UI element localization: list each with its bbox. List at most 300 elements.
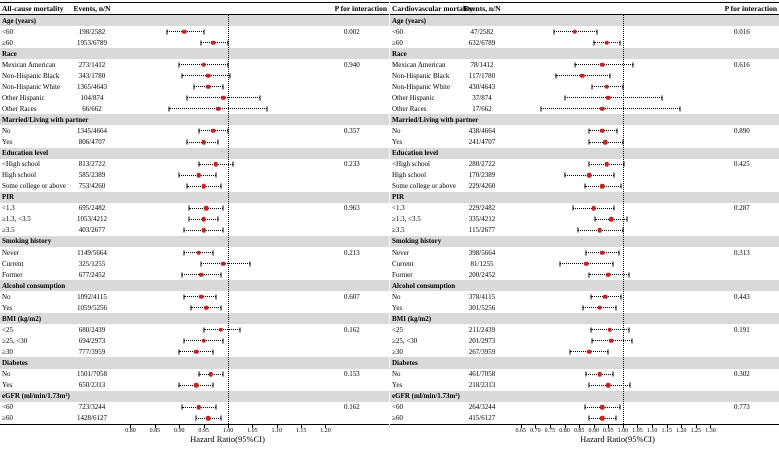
point-estimate-marker: [201, 140, 206, 145]
p-value: 0.002: [344, 27, 360, 36]
ci-cap-high: [266, 106, 267, 111]
events-value: 211/2439: [468, 325, 496, 334]
plot-area: [500, 26, 735, 37]
forest-row: [390, 37, 779, 48]
row-label: ≥60: [392, 414, 403, 423]
events-value: 677/2452: [78, 270, 106, 279]
ci-cap-low: [186, 140, 187, 145]
forest-row: [390, 225, 779, 236]
ci-cap-low: [201, 40, 202, 45]
events-value: 753/4260: [78, 182, 106, 191]
ci-cap-low: [590, 294, 591, 299]
forest-row: [0, 380, 389, 391]
row-label: Non-Hispanic White: [392, 82, 450, 91]
point-estimate-marker: [204, 206, 209, 211]
events-value: 1059/5256: [77, 303, 107, 312]
axis-tick-label: 0.95: [603, 428, 614, 434]
row-label: Yes: [392, 303, 403, 312]
ci-cap-high: [223, 372, 224, 377]
ci-cap-high: [213, 383, 214, 388]
point-estimate-marker: [609, 339, 614, 344]
row-label: High school: [392, 171, 427, 180]
events-value: 1053/4212: [77, 215, 107, 224]
ci-cap-low: [193, 84, 194, 89]
axis-tick-label: 0.80: [125, 428, 136, 434]
plot-area: [500, 214, 735, 225]
section-label: Alcohol consumption: [2, 281, 66, 290]
point-estimate-marker: [597, 372, 602, 377]
ci-cap-high: [619, 405, 620, 410]
ci-cap-low: [181, 405, 182, 410]
forest-row: [390, 26, 779, 37]
section-row: [390, 313, 779, 324]
point-estimate-marker: [609, 217, 614, 222]
events-value: 200/2452: [468, 270, 496, 279]
row-label: Yes: [392, 381, 403, 390]
forest-row: [0, 413, 389, 424]
row-label: Other Hispanic: [2, 93, 45, 102]
ci-cap-low: [184, 228, 185, 233]
events-value: 47/2582: [470, 27, 494, 36]
section-row: [390, 148, 779, 159]
point-estimate-marker: [204, 305, 209, 310]
plot-area: [500, 380, 735, 391]
forest-row: [390, 258, 779, 269]
row-label: Some college or above: [2, 182, 66, 191]
events-value: 335/4212: [468, 215, 496, 224]
ci-cap-low: [573, 206, 574, 211]
forest-row: [0, 335, 389, 346]
axis-tick-label: 1.10: [646, 428, 658, 434]
row-label: Other Races: [392, 104, 427, 113]
row-label: Non-Hispanic Black: [2, 71, 60, 80]
ci-cap-high: [627, 217, 628, 222]
events-value: 104/874: [80, 93, 104, 102]
forest-row: [390, 70, 779, 81]
forest-row: [0, 92, 389, 103]
events-value: 229/2482: [468, 204, 496, 213]
ci-cap-low: [169, 106, 170, 111]
ci-cap-high: [218, 217, 219, 222]
section-label: PIR: [2, 193, 15, 202]
events-value: 585/2389: [78, 171, 106, 180]
events-value: 777/3959: [78, 347, 106, 356]
point-estimate-marker: [196, 405, 201, 410]
ci-cap-low: [589, 162, 590, 167]
row-label: High school: [2, 171, 37, 180]
events-value: 398/5664: [468, 248, 496, 257]
point-estimate-marker: [600, 416, 605, 421]
point-estimate-marker: [591, 206, 596, 211]
section-label: Education level: [392, 149, 439, 158]
panel-cardiovascular-mortality: [390, 0, 779, 450]
axis-tick-label: 1.15: [295, 428, 307, 434]
events-value: 1345/4664: [77, 126, 107, 135]
ci-cap-low: [198, 128, 199, 133]
ci-cap-high: [220, 416, 221, 421]
plot-area: [500, 103, 735, 114]
point-estimate-marker: [600, 405, 605, 410]
ci-cap-low: [541, 106, 542, 111]
row-label: Current: [392, 259, 414, 268]
section-row: [390, 48, 779, 59]
forest-row: [390, 402, 779, 413]
plot-area: [500, 302, 735, 313]
axis-tick-label: 1.25: [690, 428, 702, 434]
ci-cap-low: [589, 128, 590, 133]
section-row: [390, 15, 779, 26]
plot-area: [500, 291, 735, 302]
ci-cap-high: [213, 250, 214, 255]
row-label: ≥1.3, <3.5: [392, 215, 421, 224]
axis-tick-label: 0.95: [198, 428, 209, 434]
events-value: 1365/4643: [77, 82, 107, 91]
point-estimate-marker: [199, 272, 204, 277]
ci-cap-low: [179, 383, 180, 388]
axis-tick-label: 0.90: [588, 428, 599, 434]
forest-row: [0, 369, 389, 380]
ci-cap-low: [583, 305, 584, 310]
p-value: 0.890: [734, 126, 750, 135]
forest-row: [0, 81, 389, 92]
rows-container: [0, 15, 389, 424]
ci-cap-low: [184, 338, 185, 343]
row-label: No: [392, 370, 401, 379]
plot-area: [500, 346, 735, 357]
events-value: 632/6789: [468, 38, 496, 47]
ci-cap-high: [608, 349, 609, 354]
ci-cap-low: [589, 383, 590, 388]
row-label: <1.3: [2, 204, 15, 213]
ci-cap-low: [167, 29, 168, 34]
events-value: 17/662: [472, 104, 492, 113]
point-estimate-marker: [201, 228, 206, 233]
ci-cap-high: [215, 405, 216, 410]
plot-area: [500, 70, 735, 81]
point-estimate-marker: [597, 228, 602, 233]
forest-row: [390, 137, 779, 148]
p-value: 0.963: [344, 204, 360, 213]
events-value: 430/4643: [468, 82, 496, 91]
forest-row: [0, 225, 389, 236]
events-value: 650/2313: [78, 381, 106, 390]
events-value: 325/1255: [78, 259, 106, 268]
ci-cap-low: [584, 184, 585, 189]
section-label: BMI (kg/m2): [392, 314, 432, 323]
section-row: [0, 192, 389, 203]
point-estimate-marker: [606, 383, 611, 388]
row-label: <60: [2, 403, 13, 412]
plot-area: [500, 269, 735, 280]
events-value: 78/1412: [470, 60, 494, 69]
point-estimate-marker: [597, 305, 602, 310]
point-estimate-marker: [182, 29, 187, 34]
events-value: 267/3959: [468, 347, 496, 356]
section-label: Smoking history: [2, 237, 52, 246]
section-label: Alcohol consumption: [392, 281, 456, 290]
row-label: Mexican American: [2, 60, 56, 69]
row-label: No: [392, 126, 401, 135]
point-estimate-marker: [221, 261, 226, 266]
ci-line: [201, 263, 250, 264]
row-label: Former: [2, 270, 23, 279]
ci-cap-high: [628, 272, 629, 277]
events-value: 37/874: [472, 93, 492, 102]
ci-cap-high: [621, 294, 622, 299]
point-estimate-marker: [600, 250, 605, 255]
plot-area: [500, 225, 735, 236]
forest-row: [0, 37, 389, 48]
point-estimate-marker: [600, 184, 605, 189]
ci-cap-high: [213, 349, 214, 354]
section-label: Smoking history: [392, 237, 442, 246]
axis-tick-label: 0.70: [530, 428, 541, 434]
p-value: 0.773: [734, 403, 750, 412]
ci-cap-low: [570, 349, 571, 354]
events-value: 343/1780: [78, 71, 106, 80]
events-value: 415/6127: [468, 414, 496, 423]
plot-area: [500, 159, 735, 170]
row-label: Non-Hispanic White: [2, 82, 60, 91]
point-estimate-marker: [211, 129, 216, 134]
forest-row: [390, 203, 779, 214]
forest-row: [0, 26, 389, 37]
section-label: Married/Living with partner: [2, 115, 89, 124]
forest-row: [390, 369, 779, 380]
p-value: 0.302: [734, 370, 750, 379]
section-row: [390, 280, 779, 291]
rows-container: [390, 15, 779, 424]
point-estimate-marker: [214, 162, 219, 167]
forest-row: [390, 247, 779, 258]
row-label: <60: [2, 27, 13, 36]
point-estimate-marker: [206, 416, 211, 421]
ci-cap-high: [223, 84, 224, 89]
row-label: Other Hispanic: [392, 93, 435, 102]
events-value: 403/2677: [78, 226, 106, 235]
axis-label: Hazard Ratio(95%CI): [580, 434, 655, 444]
forest-row: [390, 346, 779, 357]
ci-cap-high: [259, 95, 260, 100]
ci-line: [565, 97, 663, 98]
point-estimate-marker: [201, 184, 206, 189]
axis-tick-label: 0.85: [149, 428, 161, 434]
axis-tick-label: 0.90: [173, 428, 185, 434]
ci-cap-high: [223, 338, 224, 343]
ci-cap-low: [203, 327, 204, 332]
row-label: <High school: [2, 160, 40, 169]
ci-cap-low: [592, 84, 593, 89]
point-estimate-marker: [196, 250, 201, 255]
point-estimate-marker: [199, 294, 204, 299]
forest-row: [390, 214, 779, 225]
panel-header: [390, 2, 779, 15]
section-row: [390, 357, 779, 368]
forest-row: [390, 103, 779, 114]
ci-cap-low: [577, 228, 578, 233]
row-label: ≥60: [2, 38, 13, 47]
ci-cap-high: [633, 62, 634, 67]
ci-cap-low: [198, 162, 199, 167]
ci-cap-low: [179, 62, 180, 67]
ci-cap-high: [215, 294, 216, 299]
ci-cap-low: [184, 294, 185, 299]
point-estimate-marker: [605, 40, 610, 45]
plot-area: [500, 125, 735, 136]
ci-cap-high: [596, 29, 597, 34]
events-value: 378/4115: [468, 292, 496, 301]
section-label: Diabetes: [2, 358, 28, 367]
forest-row: [390, 92, 779, 103]
plot-area: [500, 258, 735, 269]
section-label: Diabetes: [392, 358, 418, 367]
row-label: Non-Hispanic Black: [392, 71, 450, 80]
ci-cap-high: [628, 327, 629, 332]
p-value: 0.940: [344, 60, 360, 69]
panel-header: [0, 2, 389, 15]
row-label: Never: [392, 248, 410, 257]
plot-area: [500, 324, 735, 335]
ci-cap-low: [186, 95, 187, 100]
row-label: <High school: [392, 160, 430, 169]
section-label: Married/Living with partner: [392, 115, 479, 124]
row-label: No: [2, 126, 11, 135]
section-label: eGFR (ml/min/1.73m²): [2, 392, 70, 401]
row-label: Former: [392, 270, 413, 279]
section-row: [0, 313, 389, 324]
events-value: 1149/5664: [77, 248, 107, 257]
forest-row: [0, 59, 389, 70]
point-estimate-marker: [587, 173, 592, 178]
forest-row: [0, 324, 389, 335]
events-value: 170/2389: [468, 171, 496, 180]
row-label: <60: [392, 27, 403, 36]
row-label: <1.3: [392, 204, 405, 213]
forest-row: [0, 214, 389, 225]
events-value: 81/1255: [470, 259, 494, 268]
row-label: ≥3.5: [392, 226, 405, 235]
ci-cap-high: [232, 162, 233, 167]
ci-cap-high: [203, 29, 204, 34]
ci-cap-high: [614, 206, 615, 211]
section-label: Race: [392, 49, 407, 58]
ci-cap-low: [184, 250, 185, 255]
point-estimate-marker: [572, 29, 577, 34]
forest-row: [0, 291, 389, 302]
p-value: 0.016: [734, 27, 750, 36]
plot-area: [500, 335, 735, 346]
forest-row: [0, 159, 389, 170]
section-label: Age (years): [2, 16, 37, 25]
row-label: Yes: [392, 138, 403, 147]
axis-tick-label: 0.65: [515, 428, 526, 434]
ci-cap-high: [624, 162, 625, 167]
point-estimate-marker: [580, 74, 585, 79]
forest-row: [390, 291, 779, 302]
events-value: 1501/7058: [77, 370, 107, 379]
ci-cap-low: [589, 272, 590, 277]
ci-cap-low: [574, 62, 575, 67]
point-estimate-marker: [209, 372, 214, 377]
section-row: [0, 357, 389, 368]
point-estimate-marker: [584, 261, 589, 266]
p-value: 0.213: [344, 248, 360, 257]
events-value: 229/4260: [468, 182, 496, 191]
section-row: [390, 114, 779, 125]
forest-row: [0, 70, 389, 81]
axis-tick-label: 0.85: [573, 428, 585, 434]
axis-tick-label: 0.75: [544, 428, 556, 434]
ci-cap-low: [595, 217, 596, 222]
plot-area: [500, 203, 735, 214]
ci-cap-low: [560, 261, 561, 266]
ci-cap-high: [614, 173, 615, 178]
ci-cap-high: [609, 73, 610, 78]
point-estimate-marker: [600, 107, 605, 112]
point-estimate-marker: [206, 85, 211, 90]
ci-cap-high: [230, 73, 231, 78]
plot-area: [500, 170, 735, 181]
point-estimate-marker: [206, 74, 211, 79]
point-estimate-marker: [600, 62, 605, 67]
plot-area: [500, 81, 735, 92]
row-label: ≥3.5: [2, 226, 15, 235]
row-label: Current: [2, 259, 24, 268]
ci-cap-low: [179, 349, 180, 354]
axis-tick-label: 1.00: [617, 428, 629, 434]
forest-row: [0, 302, 389, 313]
events-value: 461/7058: [468, 370, 496, 379]
forest-row: [0, 402, 389, 413]
section-label: PIR: [392, 193, 405, 202]
row-label: ≥30: [392, 347, 403, 356]
point-estimate-marker: [608, 328, 613, 333]
row-label: <25: [2, 325, 13, 334]
ci-cap-high: [612, 261, 613, 266]
forest-row: [390, 324, 779, 335]
forest-row: [0, 137, 389, 148]
ci-cap-low: [554, 29, 555, 34]
ci-cap-high: [240, 327, 241, 332]
ci-cap-low: [188, 206, 189, 211]
ci-cap-low: [181, 73, 182, 78]
ci-cap-low: [589, 140, 590, 145]
section-label: eGFR (ml/min/1.73m²): [392, 392, 460, 401]
forest-row: [0, 125, 389, 136]
forest-row: [390, 181, 779, 192]
section-row: [0, 48, 389, 59]
ci-cap-high: [631, 338, 632, 343]
ci-cap-low: [586, 372, 587, 377]
events-value: 66/662: [82, 104, 102, 113]
axis-tick-label: 1.20: [320, 428, 331, 434]
point-estimate-marker: [221, 96, 226, 101]
events-value: 301/5256: [468, 303, 496, 312]
section-row: [0, 114, 389, 125]
point-estimate-marker: [201, 217, 206, 222]
events-value: 806/4707: [78, 138, 106, 147]
ci-cap-low: [179, 173, 180, 178]
events-value: 273/1412: [78, 60, 106, 69]
forest-row: [0, 258, 389, 269]
ci-cap-low: [593, 40, 594, 45]
forest-row: [390, 335, 779, 346]
forest-row: [390, 159, 779, 170]
section-row: [0, 391, 389, 402]
events-value: 198/2582: [78, 27, 106, 36]
point-estimate-marker: [606, 96, 611, 101]
row-label: ≥25, <30: [2, 336, 28, 345]
